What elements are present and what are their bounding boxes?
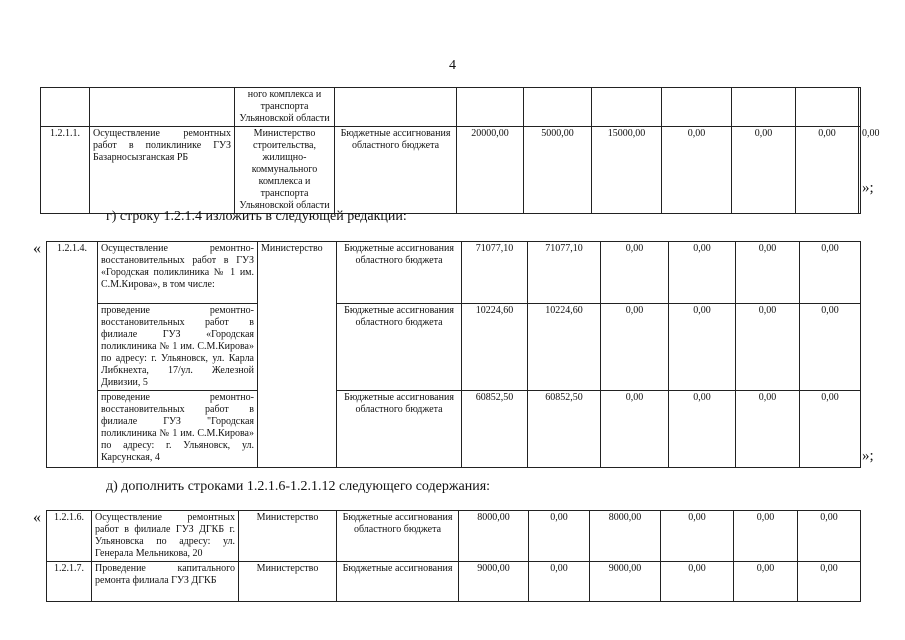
value-cell: 9000,00 [590,562,661,602]
row-source: Бюджетные ассигнования областного бюджета [337,511,459,562]
value-cell: 0,00 [669,242,736,304]
value-cell: 0,00 [732,127,796,214]
value-cell: 0,00 [800,391,861,468]
table-row [41,88,861,127]
closing-quote: »; [862,448,874,464]
value-cell: 0,00 [662,127,732,214]
row-code: 1.2.1.4. [47,242,98,468]
table-row [47,304,861,391]
value-cell [732,88,796,127]
value-cell: 0,00 [800,304,861,391]
value-cell: 9000,00 [459,562,529,602]
value-cell: 0,00 [529,511,590,562]
value-cell: 5000,00 [524,127,592,214]
row-source [335,88,457,127]
heading-g: г) строку 1.2.1.4 изложить в следующей редакции: [106,209,407,224]
value-cell: 0,00 [798,511,861,562]
value-cell: 10224,60 [462,304,528,391]
value-cell: 71077,10 [528,242,601,304]
row-code: 1.2.1.6. [47,511,92,562]
row-source: Бюджетные ассигнования областного бюджета [335,127,457,214]
value-cell: 0,00 [859,127,861,214]
row-source: Бюджетные ассигнования областного бюджета [337,391,462,468]
table-row [47,511,861,562]
row-executor: Министерство [258,242,337,468]
row-executor: Министерство [239,562,337,602]
table-row [47,562,861,602]
value-cell: 0,00 [669,391,736,468]
value-cell: 10224,60 [528,304,601,391]
value-cell: 0,00 [734,562,798,602]
value-cell: 20000,00 [457,127,524,214]
value-cell: 60852,50 [462,391,528,468]
value-cell [859,88,861,127]
page-number: 4 [449,58,456,73]
value-cell [796,88,859,127]
value-cell: 71077,10 [462,242,528,304]
value-cell: 0,00 [529,562,590,602]
table-row [47,242,861,304]
table-2 [46,241,861,468]
row-name: Осуществление ремонтно-восстановительных работ в ГУЗ «Городская поликлиника № 1 им. С.М.Кирова», в том числе: [98,242,258,304]
row-code: 1.2.1.1. [41,127,90,214]
value-cell: 0,00 [669,304,736,391]
value-cell: 8000,00 [590,511,661,562]
value-cell [662,88,732,127]
value-cell: 0,00 [601,242,669,304]
heading-d: д) дополнить строками 1.2.1.6-1.2.1.12 следующего содержания: [106,479,491,494]
value-cell: 0,00 [796,127,859,214]
value-cell: 0,00 [661,511,734,562]
value-cell: 0,00 [736,304,800,391]
opening-quote: « [33,240,41,257]
row-name: проведение ремонтно-восстановительных работ в филиале ГУЗ «Городская поликлиника № 1 им. С.М.Кирова» по адресу: г. Ульяновск, ул. Карла Либкнехта, 17/ул. Железной Дивизии, 5 [98,304,258,391]
value-cell: 0,00 [601,391,669,468]
value-cell: 0,00 [734,511,798,562]
value-cell: 0,00 [800,242,861,304]
closing-quote: »; [862,180,874,196]
opening-quote: « [33,509,41,526]
value-cell: 0,00 [601,304,669,391]
value-cell: 0,00 [661,562,734,602]
table-3 [46,510,861,602]
value-cell: 15000,00 [592,127,662,214]
row-source: Бюджетные ассигнования областного бюджета [337,304,462,391]
row-source: Бюджетные ассигнования областного бюджета [337,242,462,304]
row-name [90,88,235,127]
value-cell [592,88,662,127]
row-executor: ного комплекса и транспорта Ульяновской области [235,88,335,127]
value-cell: 0,00 [736,391,800,468]
row-source: Бюджетные ассигнования [337,562,459,602]
row-executor: Министерство [239,511,337,562]
value-cell [457,88,524,127]
table-1 [40,87,880,214]
row-name: Осуществление ремонтных работ в филиале ГУЗ ДГКБ г. Ульяновска по адресу: ул. Генерала Мельникова, 20 [92,511,239,562]
value-cell: 8000,00 [459,511,529,562]
row-name: Осуществление ремонтных работ в поликлинике ГУЗ Базарносызганская РБ [90,127,235,214]
row-executor: Министерство строительства, жилищно-коммунального комплекса и транспорта Ульяновской области [235,127,335,214]
value-cell: 0,00 [798,562,861,602]
value-cell: 60852,50 [528,391,601,468]
table-row [41,127,861,214]
table-row [47,391,861,468]
value-cell: 0,00 [736,242,800,304]
row-name: проведение ремонтно-восстановительных работ в филиале ГУЗ "Городская поликлиника № 1 им. С.М.Кирова» по адресу: г. Ульяновск, ул. Карсунская, 4 [98,391,258,468]
row-code: 1.2.1.7. [47,562,92,602]
value-cell [524,88,592,127]
row-name: Проведение капитального ремонта филиала ГУЗ ДГКБ [92,562,239,602]
row-code [41,88,90,127]
